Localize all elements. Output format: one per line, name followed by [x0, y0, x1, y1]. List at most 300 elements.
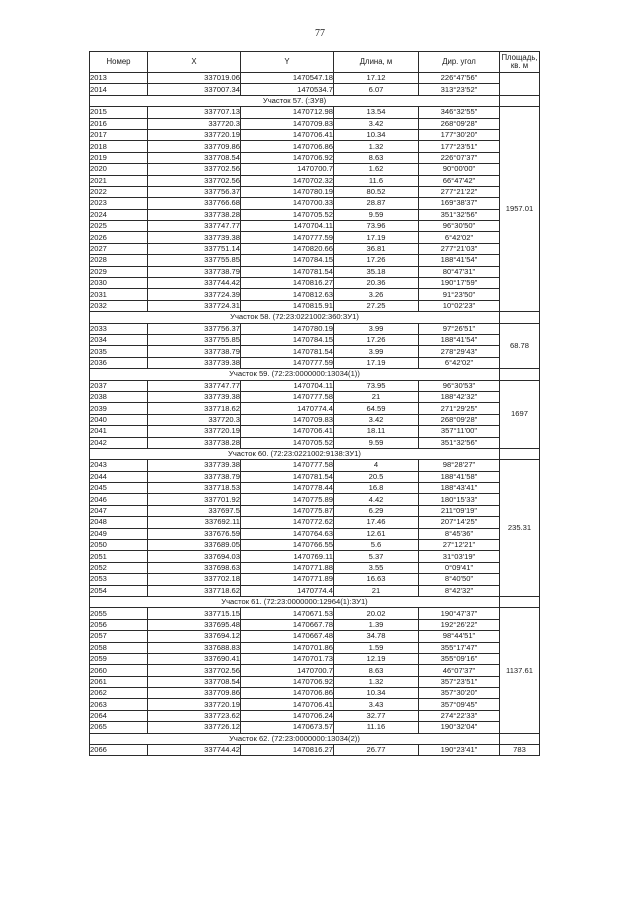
angle-cell: 188°41'58" [419, 471, 500, 482]
y-coordinate-cell: 1470706.41 [241, 426, 334, 437]
length-cell: 18.11 [334, 426, 419, 437]
angle-cell: 357°09'45" [419, 699, 500, 710]
table-row [90, 505, 540, 516]
y-coordinate-cell: 1470705.52 [241, 209, 334, 220]
angle-cell: 278°29'43" [419, 346, 500, 357]
table-row [90, 540, 540, 551]
area-column-spacer [500, 312, 540, 323]
section-title-row [90, 312, 540, 323]
table-row [90, 323, 540, 334]
angle-cell: 277°21'03" [419, 243, 500, 254]
x-coordinate-cell: 337702.56 [148, 665, 241, 676]
y-coordinate-cell: 1470704.11 [241, 380, 334, 391]
point-number-cell: 2048 [90, 517, 148, 528]
section-title-row [90, 733, 540, 744]
point-number-cell: 2027 [90, 243, 148, 254]
point-number-cell: 2023 [90, 198, 148, 209]
length-cell: 64.59 [334, 403, 419, 414]
area-column-spacer [500, 596, 540, 607]
area-cell: 783 [500, 745, 540, 756]
angle-cell: 190°47'37" [419, 608, 500, 619]
x-coordinate-cell: 337694.12 [148, 631, 241, 642]
table-row [90, 574, 540, 585]
point-number-cell: 2034 [90, 334, 148, 345]
angle-cell: 271°29'25" [419, 403, 500, 414]
angle-cell: 211°09'19" [419, 505, 500, 516]
length-cell: 3.43 [334, 699, 419, 710]
y-coordinate-cell: 1470704.11 [241, 221, 334, 232]
x-coordinate-cell: 337747.77 [148, 221, 241, 232]
angle-cell: 226°07'37" [419, 152, 500, 163]
point-number-cell: 2053 [90, 574, 148, 585]
table-row [90, 665, 540, 676]
x-coordinate-cell: 337739.38 [148, 232, 241, 243]
point-number-cell: 2057 [90, 631, 148, 642]
angle-cell: 66°47'42" [419, 175, 500, 186]
table-row [90, 460, 540, 471]
y-coordinate-cell: 1470774.4 [241, 585, 334, 596]
table-row [90, 391, 540, 402]
x-coordinate-cell: 337724.39 [148, 289, 241, 300]
length-cell: 35.18 [334, 266, 419, 277]
section-title-row [90, 448, 540, 459]
column-header-y: Y [241, 52, 334, 73]
x-coordinate-cell: 337738.28 [148, 209, 241, 220]
length-cell: 9.59 [334, 209, 419, 220]
table-row [90, 118, 540, 129]
point-number-cell: 2044 [90, 471, 148, 482]
table-row [90, 175, 540, 186]
length-cell: 16.63 [334, 574, 419, 585]
y-coordinate-cell: 1470547.18 [241, 73, 334, 84]
table-row [90, 221, 540, 232]
point-number-cell: 2039 [90, 403, 148, 414]
y-coordinate-cell: 1470709.83 [241, 118, 334, 129]
area-cell: 235.31 [500, 460, 540, 597]
x-coordinate-cell: 337708.54 [148, 152, 241, 163]
point-number-cell: 2014 [90, 84, 148, 95]
table-row [90, 585, 540, 596]
y-coordinate-cell: 1470775.89 [241, 494, 334, 505]
table-row [90, 198, 540, 209]
table-row [90, 334, 540, 345]
length-cell: 3.99 [334, 323, 419, 334]
point-number-cell: 2021 [90, 175, 148, 186]
x-coordinate-cell: 337724.31 [148, 300, 241, 311]
x-coordinate-cell: 337738.79 [148, 471, 241, 482]
y-coordinate-cell: 1470772.62 [241, 517, 334, 528]
point-number-cell: 2056 [90, 619, 148, 630]
x-coordinate-cell: 337739.38 [148, 460, 241, 471]
length-cell: 8.63 [334, 152, 419, 163]
length-cell: 3.42 [334, 414, 419, 425]
angle-cell: 355°09'16" [419, 653, 500, 664]
y-coordinate-cell: 1470706.24 [241, 710, 334, 721]
x-coordinate-cell: 337707.13 [148, 107, 241, 118]
length-cell: 12.19 [334, 653, 419, 664]
x-coordinate-cell: 337718.62 [148, 403, 241, 414]
x-coordinate-cell: 337694.03 [148, 551, 241, 562]
table-row [90, 426, 540, 437]
table-row [90, 73, 540, 84]
length-cell: 32.77 [334, 710, 419, 721]
angle-cell: 10°02'23" [419, 300, 500, 311]
x-coordinate-cell: 337747.77 [148, 380, 241, 391]
y-coordinate-cell: 1470701.73 [241, 653, 334, 664]
point-number-cell: 2035 [90, 346, 148, 357]
angle-cell: 190°32'04" [419, 722, 500, 733]
x-coordinate-cell: 337755.85 [148, 334, 241, 345]
point-number-cell: 2061 [90, 676, 148, 687]
point-number-cell: 2038 [90, 391, 148, 402]
length-cell: 1.59 [334, 642, 419, 653]
length-cell: 10.34 [334, 688, 419, 699]
y-coordinate-cell: 1470780.19 [241, 323, 334, 334]
point-number-cell: 2042 [90, 437, 148, 448]
table-row [90, 528, 540, 539]
y-coordinate-cell: 1470764.63 [241, 528, 334, 539]
length-cell: 16.8 [334, 483, 419, 494]
point-number-cell: 2016 [90, 118, 148, 129]
length-cell: 73.95 [334, 380, 419, 391]
table-header-row [90, 52, 540, 73]
area-cell: 1957.01 [500, 107, 540, 312]
angle-cell: 8°45'36" [419, 528, 500, 539]
length-cell: 6.07 [334, 84, 419, 95]
x-coordinate-cell: 337720.3 [148, 118, 241, 129]
angle-cell: 169°38'37" [419, 198, 500, 209]
table-row [90, 141, 540, 152]
y-coordinate-cell: 1470706.86 [241, 688, 334, 699]
y-coordinate-cell: 1470712.98 [241, 107, 334, 118]
x-coordinate-cell: 337019.06 [148, 73, 241, 84]
point-number-cell: 2028 [90, 255, 148, 266]
point-number-cell: 2015 [90, 107, 148, 118]
point-number-cell: 2046 [90, 494, 148, 505]
y-coordinate-cell: 1470700.7 [241, 665, 334, 676]
length-cell: 1.32 [334, 676, 419, 687]
x-coordinate-cell: 337744.42 [148, 745, 241, 756]
length-cell: 17.12 [334, 73, 419, 84]
table-body [90, 73, 540, 756]
point-number-cell: 2064 [90, 710, 148, 721]
length-cell: 73.96 [334, 221, 419, 232]
x-coordinate-cell: 337756.37 [148, 323, 241, 334]
y-coordinate-cell: 1470771.88 [241, 562, 334, 573]
length-cell: 6.29 [334, 505, 419, 516]
table-row [90, 608, 540, 619]
angle-cell: 80°47'31" [419, 266, 500, 277]
table-row [90, 688, 540, 699]
area-column-spacer [500, 95, 540, 106]
y-coordinate-cell: 1470781.54 [241, 471, 334, 482]
length-cell: 3.26 [334, 289, 419, 300]
x-coordinate-cell: 337751.14 [148, 243, 241, 254]
table-row [90, 129, 540, 140]
length-cell: 21 [334, 391, 419, 402]
table-row [90, 710, 540, 721]
angle-cell: 274°22'33" [419, 710, 500, 721]
table-row [90, 152, 540, 163]
length-cell: 28.87 [334, 198, 419, 209]
angle-cell: 180°15'33" [419, 494, 500, 505]
length-cell: 36.81 [334, 243, 419, 254]
column-header-number: Номер [90, 52, 148, 73]
point-number-cell: 2032 [90, 300, 148, 311]
table-row [90, 278, 540, 289]
angle-cell: 177°30'20" [419, 129, 500, 140]
table-row [90, 107, 540, 118]
y-coordinate-cell: 1470534.7 [241, 84, 334, 95]
point-number-cell: 2022 [90, 186, 148, 197]
angle-cell: 357°30'20" [419, 688, 500, 699]
point-number-cell: 2051 [90, 551, 148, 562]
x-coordinate-cell: 337697.5 [148, 505, 241, 516]
table-row [90, 471, 540, 482]
point-number-cell: 2062 [90, 688, 148, 699]
angle-cell: 6°42'02" [419, 232, 500, 243]
point-number-cell: 2052 [90, 562, 148, 573]
table-row [90, 745, 540, 756]
angle-cell: 351°32'56" [419, 437, 500, 448]
length-cell: 21 [334, 585, 419, 596]
point-number-cell: 2050 [90, 540, 148, 551]
angle-cell: 98°44'51" [419, 631, 500, 642]
angle-cell: 226°47'56" [419, 73, 500, 84]
area-column-spacer [500, 369, 540, 380]
y-coordinate-cell: 1470775.87 [241, 505, 334, 516]
length-cell: 26.77 [334, 745, 419, 756]
angle-cell: 8°42'32" [419, 585, 500, 596]
table-row [90, 722, 540, 733]
angle-cell: 90°00'00" [419, 164, 500, 175]
y-coordinate-cell: 1470667.48 [241, 631, 334, 642]
y-coordinate-cell: 1470771.89 [241, 574, 334, 585]
length-cell: 3.99 [334, 346, 419, 357]
table-row [90, 699, 540, 710]
table-row [90, 483, 540, 494]
angle-cell: 177°23'51" [419, 141, 500, 152]
section-title-row [90, 95, 540, 106]
point-number-cell: 2058 [90, 642, 148, 653]
angle-cell: 188°41'54" [419, 334, 500, 345]
angle-cell: 98°28'27" [419, 460, 500, 471]
angle-cell: 6°42'02" [419, 357, 500, 368]
angle-cell: 207°14'25" [419, 517, 500, 528]
table-row [90, 414, 540, 425]
y-coordinate-cell: 1470781.54 [241, 346, 334, 357]
length-cell: 20.02 [334, 608, 419, 619]
point-number-cell: 2031 [90, 289, 148, 300]
point-number-cell: 2036 [90, 357, 148, 368]
y-coordinate-cell: 1470673.57 [241, 722, 334, 733]
table-row [90, 266, 540, 277]
x-coordinate-cell: 337738.28 [148, 437, 241, 448]
area-column-spacer [500, 448, 540, 459]
y-coordinate-cell: 1470777.59 [241, 357, 334, 368]
length-cell: 11.16 [334, 722, 419, 733]
y-coordinate-cell: 1470812.63 [241, 289, 334, 300]
x-coordinate-cell: 337676.59 [148, 528, 241, 539]
angle-cell: 351°32'56" [419, 209, 500, 220]
x-coordinate-cell: 337723.62 [148, 710, 241, 721]
x-coordinate-cell: 337744.42 [148, 278, 241, 289]
table-row [90, 209, 540, 220]
length-cell: 27.25 [334, 300, 419, 311]
section-title: Участок 61. (72:23:0000000:12964(1):ЗУ1) [90, 596, 500, 607]
x-coordinate-cell: 337709.86 [148, 141, 241, 152]
point-number-cell: 2059 [90, 653, 148, 664]
point-number-cell: 2029 [90, 266, 148, 277]
table-row [90, 437, 540, 448]
table-row [90, 619, 540, 630]
section-title: Участок 57. (:ЗУ8) [90, 95, 500, 106]
point-number-cell: 2043 [90, 460, 148, 471]
point-number-cell: 2037 [90, 380, 148, 391]
table-row [90, 243, 540, 254]
length-cell: 1.32 [334, 141, 419, 152]
column-header-area: Площадь, кв. м [500, 52, 540, 73]
x-coordinate-cell: 337755.85 [148, 255, 241, 266]
point-number-cell: 2024 [90, 209, 148, 220]
point-number-cell: 2018 [90, 141, 148, 152]
area-cell: 1137.61 [500, 608, 540, 733]
table-row [90, 642, 540, 653]
area-cell [500, 73, 540, 96]
area-cell: 68.78 [500, 323, 540, 369]
point-number-cell: 2033 [90, 323, 148, 334]
angle-cell: 91°23'50" [419, 289, 500, 300]
table-row [90, 300, 540, 311]
area-cell: 1697 [500, 380, 540, 448]
point-number-cell: 2049 [90, 528, 148, 539]
point-number-cell: 2040 [90, 414, 148, 425]
length-cell: 20.36 [334, 278, 419, 289]
x-coordinate-cell: 337718.62 [148, 585, 241, 596]
column-header-angle: Дир. угол [419, 52, 500, 73]
angle-cell: 357°23'51" [419, 676, 500, 687]
x-coordinate-cell: 337689.05 [148, 540, 241, 551]
x-coordinate-cell: 337702.56 [148, 175, 241, 186]
y-coordinate-cell: 1470700.7 [241, 164, 334, 175]
length-cell: 17.19 [334, 357, 419, 368]
angle-cell: 188°43'41" [419, 483, 500, 494]
y-coordinate-cell: 1470777.59 [241, 232, 334, 243]
length-cell: 5.37 [334, 551, 419, 562]
angle-cell: 190°23'41" [419, 745, 500, 756]
table-row [90, 494, 540, 505]
length-cell: 8.63 [334, 665, 419, 676]
length-cell: 12.61 [334, 528, 419, 539]
table-row [90, 164, 540, 175]
y-coordinate-cell: 1470706.86 [241, 141, 334, 152]
coordinates-table [89, 51, 540, 756]
y-coordinate-cell: 1470706.41 [241, 699, 334, 710]
column-header-length: Длина, м [334, 52, 419, 73]
table-row [90, 357, 540, 368]
table-row [90, 186, 540, 197]
y-coordinate-cell: 1470706.92 [241, 676, 334, 687]
x-coordinate-cell: 337738.79 [148, 266, 241, 277]
point-number-cell: 2017 [90, 129, 148, 140]
length-cell: 17.26 [334, 255, 419, 266]
x-coordinate-cell: 337726.12 [148, 722, 241, 733]
length-cell: 5.6 [334, 540, 419, 551]
length-cell: 1.39 [334, 619, 419, 630]
angle-cell: 268°09'28" [419, 414, 500, 425]
x-coordinate-cell: 337720.19 [148, 129, 241, 140]
x-coordinate-cell: 337720.19 [148, 699, 241, 710]
y-coordinate-cell: 1470777.58 [241, 391, 334, 402]
section-title-row [90, 369, 540, 380]
y-coordinate-cell: 1470702.32 [241, 175, 334, 186]
length-cell: 3.55 [334, 562, 419, 573]
angle-cell: 346°32'55" [419, 107, 500, 118]
angle-cell: 355°17'47" [419, 642, 500, 653]
y-coordinate-cell: 1470816.27 [241, 278, 334, 289]
table-row [90, 676, 540, 687]
table-row [90, 631, 540, 642]
x-coordinate-cell: 337007.34 [148, 84, 241, 95]
x-coordinate-cell: 337692.11 [148, 517, 241, 528]
x-coordinate-cell: 337766.68 [148, 198, 241, 209]
section-title: Участок 59. (72:23:0000000:13034(1)) [90, 369, 500, 380]
length-cell: 80.52 [334, 186, 419, 197]
y-coordinate-cell: 1470778.44 [241, 483, 334, 494]
y-coordinate-cell: 1470701.86 [241, 642, 334, 653]
y-coordinate-cell: 1470709.83 [241, 414, 334, 425]
point-number-cell: 2020 [90, 164, 148, 175]
angle-cell: 97°26'51" [419, 323, 500, 334]
area-column-spacer [500, 733, 540, 744]
length-cell: 10.34 [334, 129, 419, 140]
y-coordinate-cell: 1470705.52 [241, 437, 334, 448]
angle-cell: 277°21'22" [419, 186, 500, 197]
x-coordinate-cell: 337708.54 [148, 676, 241, 687]
y-coordinate-cell: 1470766.55 [241, 540, 334, 551]
x-coordinate-cell: 337720.3 [148, 414, 241, 425]
y-coordinate-cell: 1470784.15 [241, 255, 334, 266]
length-cell: 17.26 [334, 334, 419, 345]
x-coordinate-cell: 337698.63 [148, 562, 241, 573]
point-number-cell: 2030 [90, 278, 148, 289]
x-coordinate-cell: 337701.92 [148, 494, 241, 505]
point-number-cell: 2063 [90, 699, 148, 710]
length-cell: 1.62 [334, 164, 419, 175]
y-coordinate-cell: 1470777.58 [241, 460, 334, 471]
y-coordinate-cell: 1470780.19 [241, 186, 334, 197]
angle-cell: 0°09'41" [419, 562, 500, 573]
table-row [90, 517, 540, 528]
y-coordinate-cell: 1470706.92 [241, 152, 334, 163]
length-cell: 4 [334, 460, 419, 471]
point-number-cell: 2060 [90, 665, 148, 676]
length-cell: 20.5 [334, 471, 419, 482]
x-coordinate-cell: 337702.18 [148, 574, 241, 585]
x-coordinate-cell: 337695.48 [148, 619, 241, 630]
angle-cell: 27°12'21" [419, 540, 500, 551]
y-coordinate-cell: 1470774.4 [241, 403, 334, 414]
table-row [90, 653, 540, 664]
x-coordinate-cell: 337738.79 [148, 346, 241, 357]
x-coordinate-cell: 337756.37 [148, 186, 241, 197]
angle-cell: 313°23'52" [419, 84, 500, 95]
point-number-cell: 2066 [90, 745, 148, 756]
table-row [90, 562, 540, 573]
table-row [90, 380, 540, 391]
x-coordinate-cell: 337720.19 [148, 426, 241, 437]
x-coordinate-cell: 337709.86 [148, 688, 241, 699]
